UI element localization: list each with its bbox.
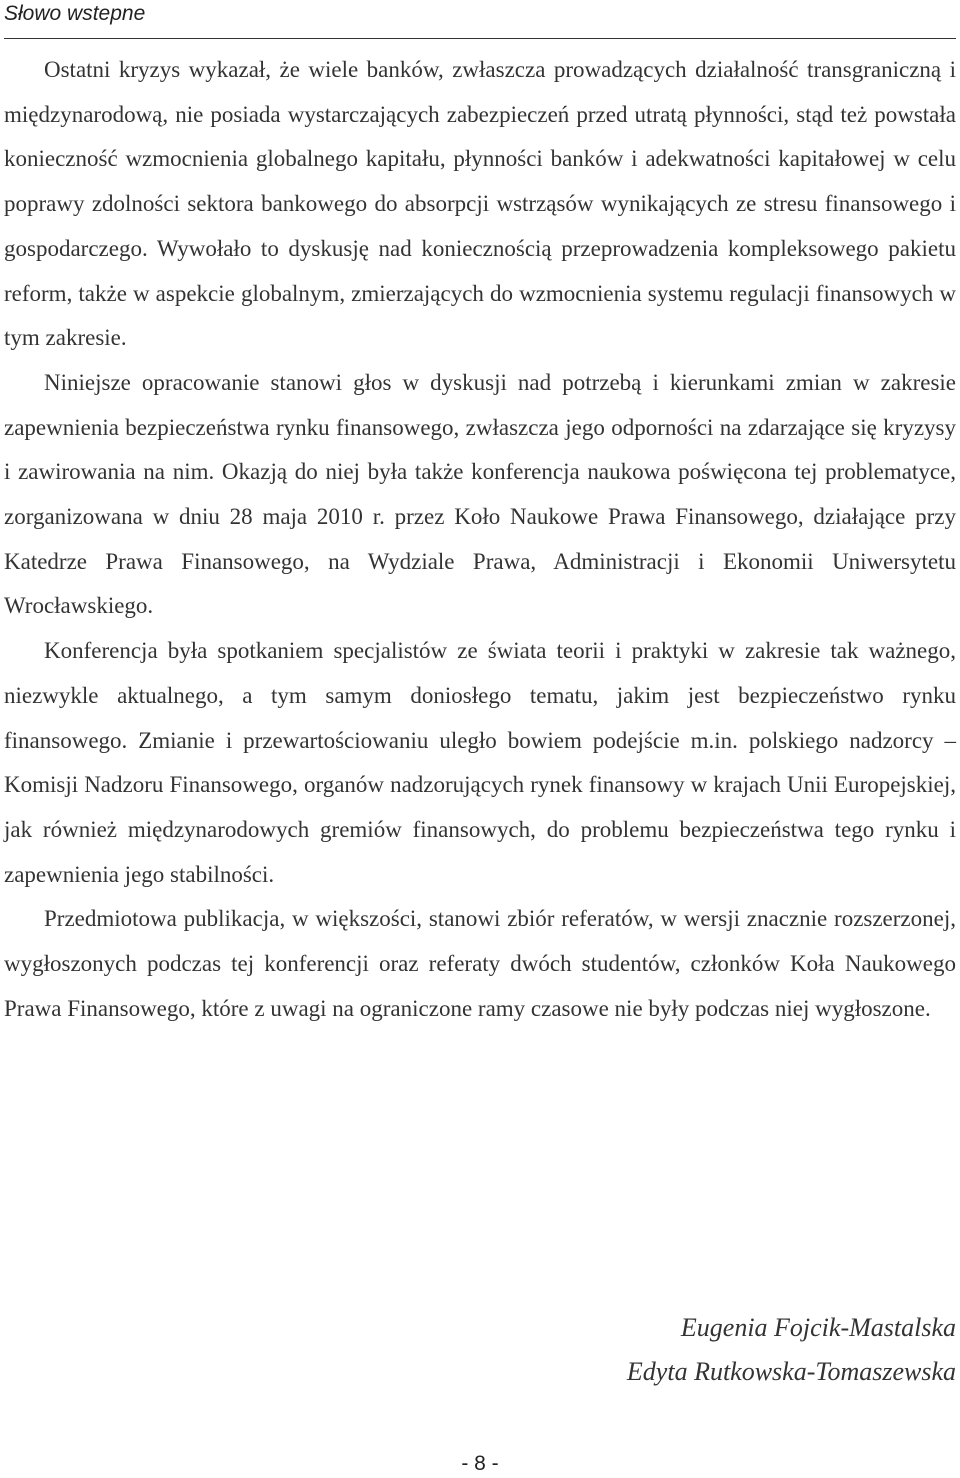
signature-author-2: Edyta Rutkowska-Tomaszewska [626, 1357, 956, 1386]
paragraph-2: Niniejsze opracowanie stanowi głos w dyskusji nad potrzebą i kierunkami zmian w zakresie zapewnienia bezpieczeństwa rynku finansowego, zwłaszcza jego odporności na zdarzające się kryzysy i zawirowania na nim. Okazją do niej była także konferencja naukowa poświęcona tej problematyce, zorganizowana w dniu 28 maja 2010 r. przez Koło Naukowe Prawa Finansowego, działające przy Katedrze Prawa Finansowego, na Wydziale Prawa, Administracji i Ekonomii Uniwersytetu Wrocławskiego. [4, 369, 956, 619]
paragraph-1: Ostatni kryzys wykazał, że wiele banków, zwłaszcza prowadzących działalność transgraniczną i międzynarodową, nie posiada wystarczających zabezpieczeń przed utratą płynności, stąd też powstała konieczność wzmocnienia globalnego kapitału, płynności banków i adekwatności kapitałowej w celu poprawy zdolności sektora bankowego do absorpcji wstrząsów wynikających ze stresu finansowego i gospodarczego. Wywołało to dyskusję nad koniecznością przeprowadzenia kompleksowego pakietu reform, także w aspekcie globalnym, zmierzających do wzmocnienia systemu regulacji finansowych w tym zakresie. [4, 57, 956, 351]
signature-author-1: Eugenia Fojcik-Mastalska [680, 1313, 956, 1342]
running-header: Słowo wstepne [4, 2, 146, 25]
page-number: - 8 - [461, 1452, 499, 1475]
paragraph-4: Przedmiotowa publikacja, w większości, stanowi zbiór referatów, w wersji znacznie rozszerzonej, wygłoszonych podczas tej konferencji oraz referaty dwóch studentów, członków Koła Naukowego Prawa Finansowego, które z uwagi na ograniczone ramy czasowe nie były podczas niej wygłoszone. [4, 906, 956, 1021]
header-rule [4, 38, 956, 39]
paragraph-3: Konferencja była spotkaniem specjalistów ze świata teorii i praktyki w zakresie tak ważnego, niezwykle aktualnego, a tym samym doniosłego tematu, jakim jest bezpieczeństwo rynku finansowego. Zmianie i przewartościowaniu uległo bowiem podejście m.in. polskiego nadzorcy – Komisji Nadzoru Finansowego, organów nadzorujących rynek finansowy w krajach Unii Europejskiej, jak również międzynarodowych gremiów finansowych, do problemu bezpieczeństwa tego rynku i zapewnienia jego stabilności. [4, 638, 956, 887]
signatures [627, 1306, 956, 1394]
document-body [4, 48, 956, 1031]
